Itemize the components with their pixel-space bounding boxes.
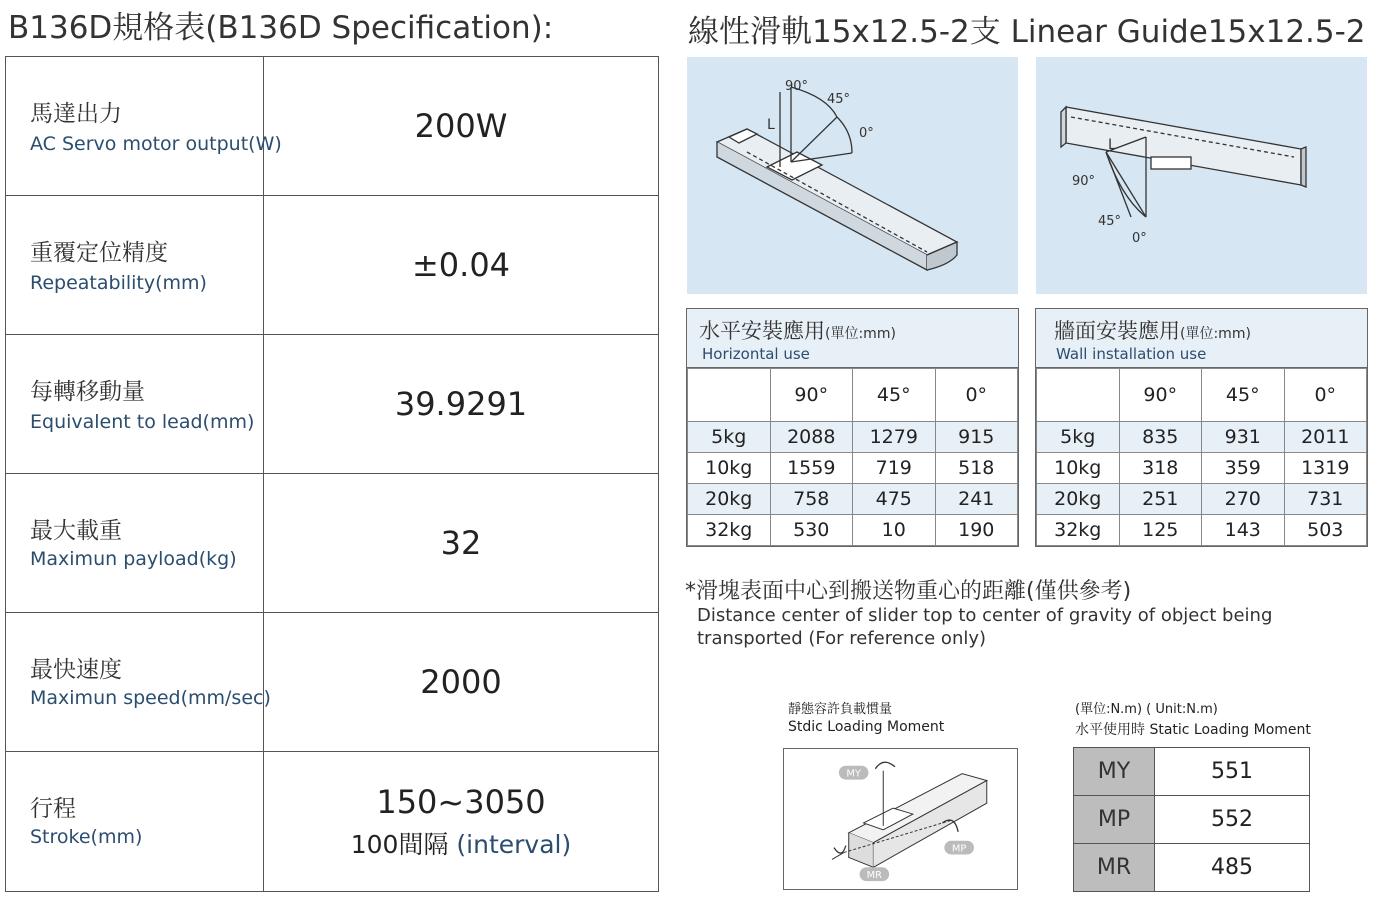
spec-label-zh: 馬達出力	[30, 101, 122, 127]
page-title: B136D規格表(B136D Specification):	[8, 10, 554, 46]
table-header-row	[1037, 369, 1367, 422]
table-title-zh-text: 牆面安裝應用	[1054, 319, 1180, 343]
spec-value-text: 32	[440, 524, 482, 562]
spec-label-zh: 最快速度	[30, 657, 122, 683]
spec-label-zh: 最大載重	[30, 518, 122, 544]
value-cell: 931	[1202, 422, 1285, 453]
spec-row-stroke	[6, 752, 658, 891]
length-l-label: L	[1108, 137, 1116, 153]
table-row	[1037, 453, 1367, 484]
value-cell: 270	[1202, 484, 1285, 515]
value-cell: 251	[1119, 484, 1202, 515]
horizontal-use-table	[686, 308, 1019, 547]
table-row	[1037, 422, 1367, 453]
value-cell: 359	[1202, 453, 1285, 484]
wall-grid	[1036, 368, 1367, 546]
value-cell: 1559	[770, 453, 853, 484]
load-cell: 20kg	[1037, 484, 1120, 515]
value-cell: 1279	[853, 422, 936, 453]
value-cell: 475	[853, 484, 936, 515]
spec-value	[264, 57, 658, 195]
table-header-row	[688, 369, 1018, 422]
moment-unit-line: (單位:N.m) ( Unit:N.m)	[1075, 702, 1218, 717]
load-cell: 10kg	[688, 453, 771, 484]
spec-label-en: AC Servo motor output(W)	[30, 133, 282, 155]
angle-90-label: 90°	[785, 79, 809, 94]
value-cell: 2011	[1284, 422, 1367, 453]
table-header	[1036, 309, 1367, 368]
my-badge-label: MY	[846, 768, 861, 780]
column-header: 0°	[1284, 369, 1367, 422]
table-row	[688, 515, 1018, 546]
spec-value-text: 150~3050	[376, 782, 546, 821]
moment-row	[1074, 796, 1310, 844]
spec-value-text: 39.9291	[394, 385, 528, 423]
spec-label-en: Maximun speed(mm/sec)	[30, 687, 271, 709]
corner-cell	[688, 369, 771, 422]
value-cell: 241	[935, 484, 1018, 515]
moment-axes-illustration	[784, 749, 1017, 889]
spec-label-en: Maximun payload(kg)	[30, 548, 237, 570]
value-cell: 915	[935, 422, 1018, 453]
column-header: 90°	[770, 369, 853, 422]
linear-guide-title: 線性滑軌15x12.5-2支 Linear Guide15x12.5-2	[688, 14, 1366, 50]
spec-label	[6, 196, 264, 334]
horizontal-grid	[687, 368, 1018, 546]
value-cell: 318	[1119, 453, 1202, 484]
load-cell: 5kg	[688, 422, 771, 453]
spec-label-en: Repeatability(mm)	[30, 272, 207, 294]
angle-45-label: 45°	[1098, 214, 1122, 229]
distance-note-zh: *滑塊表面中心到搬送物重心的距離(僅供參考)	[685, 579, 1132, 604]
load-cell: 20kg	[688, 484, 771, 515]
column-header: 90°	[1119, 369, 1202, 422]
wall-use-table	[1035, 308, 1368, 547]
load-cell: 10kg	[1037, 453, 1120, 484]
corner-cell	[1037, 369, 1120, 422]
value-cell: 518	[935, 453, 1018, 484]
spec-row-speed	[6, 613, 658, 752]
spec-label-zh: 重覆定位精度	[30, 240, 168, 266]
spec-value	[264, 474, 658, 612]
table-title-zh	[699, 315, 896, 345]
spec-label	[6, 613, 271, 751]
angle-45-label: 45°	[827, 92, 851, 107]
spec-row-payload	[6, 474, 658, 613]
load-cell: 32kg	[688, 515, 771, 546]
spec-value	[264, 335, 658, 473]
stroke-interval-en: (interval)	[456, 829, 572, 859]
table-row	[688, 422, 1018, 453]
distance-note-en: Distance center of slider top to center of gravity of object being transported (For reference only)	[697, 605, 1273, 649]
column-header: 0°	[935, 369, 1018, 422]
angle-0-label: 0°	[1132, 231, 1147, 246]
stroke-interval	[351, 825, 572, 861]
value-cell: 2088	[770, 422, 853, 453]
mr-badge-label: MR	[866, 870, 883, 882]
spec-row-repeatability	[6, 196, 658, 335]
stroke-interval-zh: 100間隔	[350, 829, 449, 859]
moment-table	[1073, 747, 1310, 892]
value-cell: 143	[1202, 515, 1285, 546]
moment-key: MR	[1074, 844, 1155, 892]
spec-label-en: Stroke(mm)	[30, 826, 143, 848]
table-title-zh	[1054, 315, 1251, 345]
moment-key: MP	[1074, 796, 1155, 844]
moment-value: 485	[1155, 844, 1310, 892]
spec-value	[264, 196, 658, 334]
spec-label	[6, 752, 264, 891]
table-header	[687, 309, 1018, 368]
value-cell: 1319	[1284, 453, 1367, 484]
spec-label	[6, 57, 282, 195]
spec-row-motor-output	[6, 57, 658, 196]
table-title-en: Horizontal use	[702, 345, 810, 363]
spec-value-text: 200W	[414, 107, 508, 145]
moment-value: 551	[1155, 748, 1310, 796]
column-header: 45°	[853, 369, 936, 422]
moment-key: MY	[1074, 748, 1155, 796]
value-cell: 758	[770, 484, 853, 515]
wall-actuator-illustration	[1036, 57, 1367, 294]
spec-value	[264, 752, 658, 891]
value-cell: 731	[1284, 484, 1367, 515]
value-cell: 530	[770, 515, 853, 546]
spec-label-zh: 每轉移動量	[30, 379, 145, 405]
value-cell: 190	[935, 515, 1018, 546]
table-row	[1037, 484, 1367, 515]
load-cell: 5kg	[1037, 422, 1120, 453]
spec-label	[6, 474, 264, 612]
load-cell: 32kg	[1037, 515, 1120, 546]
value-cell: 835	[1119, 422, 1202, 453]
angle-90-label: 90°	[1072, 174, 1096, 189]
moment-row	[1074, 748, 1310, 796]
spec-label-zh: 行程	[30, 796, 76, 822]
spec-label-en: Equivalent to lead(mm)	[30, 411, 255, 433]
value-cell: 125	[1119, 515, 1202, 546]
table-unit: (單位:mm)	[825, 326, 896, 342]
moment-diagram	[783, 748, 1018, 890]
column-header: 45°	[1202, 369, 1285, 422]
spec-table	[5, 56, 659, 892]
table-row	[1037, 515, 1367, 546]
length-l-label: L	[767, 117, 775, 133]
angle-0-label: 0°	[859, 126, 874, 141]
horizontal-actuator-illustration	[687, 57, 1018, 294]
value-cell: 503	[1284, 515, 1367, 546]
moment-row	[1074, 844, 1310, 892]
mp-badge-label: MP	[951, 843, 967, 855]
table-title-zh-text: 水平安裝應用	[699, 319, 825, 343]
table-row	[688, 453, 1018, 484]
table-row	[688, 484, 1018, 515]
table-unit: (單位:mm)	[1180, 326, 1251, 342]
moment-use-line: 水平使用時 Static Loading Moment	[1075, 722, 1311, 738]
value-cell: 10	[853, 515, 936, 546]
table-title-en: Wall installation use	[1056, 345, 1207, 363]
spec-value-text: 2000	[420, 663, 502, 701]
spec-value-text: ±0.04	[411, 246, 511, 284]
wall-install-diagram	[1036, 57, 1367, 294]
spec-row-lead	[6, 335, 658, 474]
moment-title-zh: 靜態容許負載慣量	[788, 702, 893, 717]
spec-value	[264, 613, 658, 751]
spec-label	[6, 335, 264, 473]
horizontal-install-diagram	[687, 57, 1018, 294]
value-cell: 719	[853, 453, 936, 484]
moment-title-en: Stdic Loading Moment	[788, 719, 945, 735]
moment-value: 552	[1155, 796, 1310, 844]
